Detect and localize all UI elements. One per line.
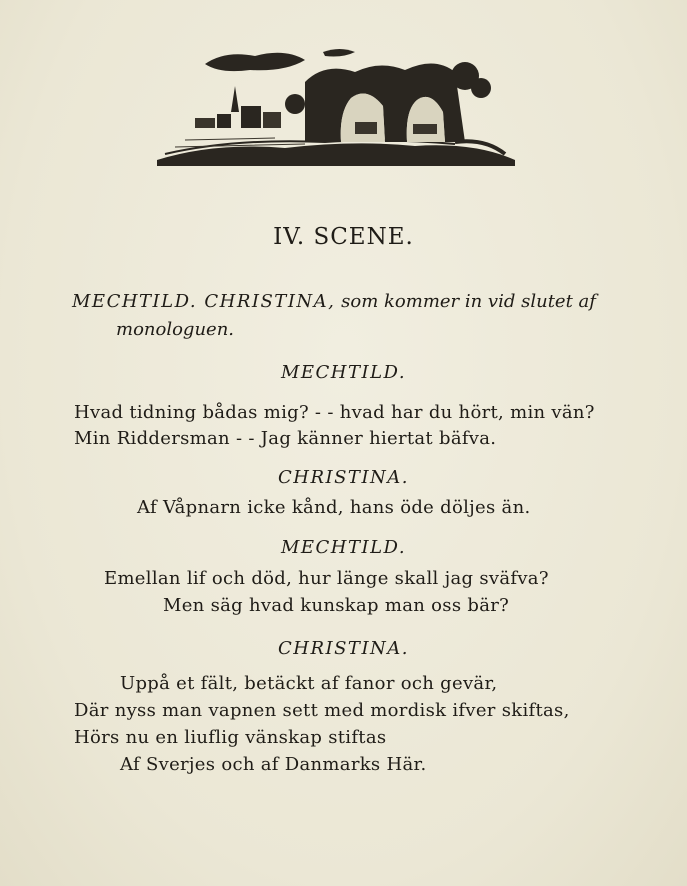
speaker-heading: CHRISTINA. bbox=[277, 638, 410, 659]
verse-line: Min Riddersman - - Jag känner hiertat bäfva. bbox=[74, 428, 497, 449]
direction-text-2: monologuen. bbox=[116, 319, 235, 340]
stage-direction bbox=[72, 288, 632, 344]
speaker-heading: MECHTILD. bbox=[280, 362, 407, 383]
speaker-heading: CHRISTINA. bbox=[277, 467, 410, 488]
verse-line: Af Våpnarn icke kånd, hans öde döljes än. bbox=[137, 497, 531, 518]
speaker-heading: MECHTILD. bbox=[280, 537, 407, 558]
verse-line: Men säg hvad kunskap man oss bär? bbox=[163, 595, 510, 616]
direction-text-1: som kommer in vid slutet af bbox=[341, 291, 596, 312]
verse-line: Emellan lif och död, hur länge skall jag sväfva? bbox=[104, 568, 549, 589]
woodcut-vignette-image bbox=[155, 42, 517, 170]
persons-list: MECHTILD. CHRISTINA, bbox=[72, 291, 336, 312]
verse-line: Af Sverjes och af Danmarks Här. bbox=[120, 754, 427, 775]
verse-line: Där nyss man vapnen sett med mordisk ifver skiftas, bbox=[74, 700, 570, 721]
verse-line: Uppå et fält, betäckt af fanor och gevär, bbox=[120, 673, 498, 694]
verse-line: Hvad tidning bådas mig? - - hvad har du hört, min vän? bbox=[74, 402, 595, 423]
verse-line: Hörs nu en liuflig vänskap stiftas bbox=[74, 727, 387, 748]
scene-title: IV. SCENE. bbox=[273, 224, 414, 250]
